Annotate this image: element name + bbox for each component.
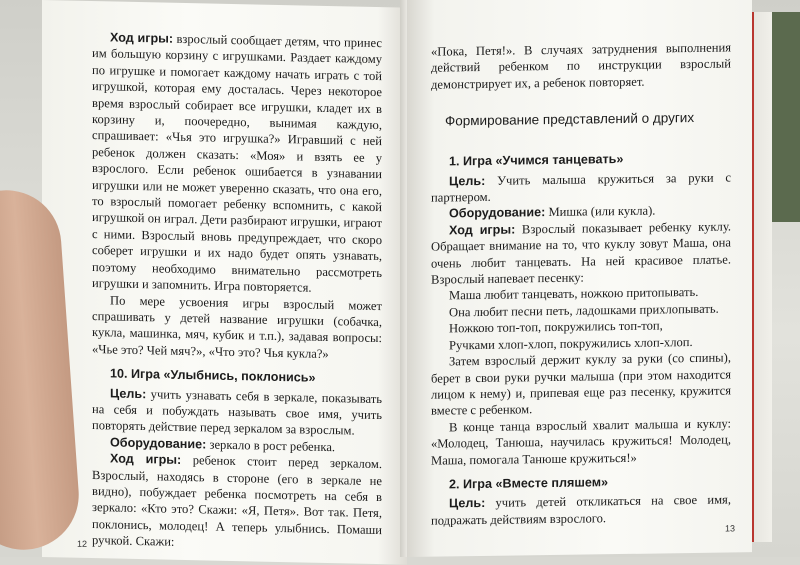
game-course-paragraph: [92, 29, 382, 298]
course-text: ребенок стоит перед зеркалом. Взрослый, находясь в стороне (его в зеркале не видно), побуждает ребенка посмотреть на себя в зеркало: «Кто это? Скажи: «Я, Петя». Вот так. Петя, поклонись, молодец! А теперь улыбнись. Помаши ручкой. Скажи:: [92, 453, 382, 549]
game-1-title: 1. Игра «Учимся танцевать»: [449, 152, 624, 169]
course-text: взрослый сообщает детям, что принес им большую корзину с игрушками. Раздает каждому по игрушке и помогает каждому начать играть с той игрушкой, которая ему досталась. Через некоторое время взрослый собирает все игрушки, кладет их в корзину и, поочередно, вынимая каждую, спрашивает: «Чья это игрушка?» Игравший с ней ребенок должен сказать: «Моя» и взять ее у взрослого. Если ребенок ошибается в узнавании игрушки или не может уверенно сказать, что она его, то взрослый помогает ребенку вспомнить, с какой игрушкой он играл. Дети разбирают игрушки, играют с ними. Взрослый вновь предупреждает, что скоро соберет игрушки и их надо будет опять узнавать, поэтому необходимо внимательно рассмотреть игрушки и запомнить. Игра повторяется.: [92, 31, 382, 295]
goal-text: учить детей откликаться на свое имя, подражать действиям взрослого.: [431, 492, 731, 528]
goal-label: Цель:: [449, 173, 486, 189]
equipment-label: Оборудование:: [110, 435, 207, 452]
song-line: Ножкою топ-топ, покружились топ-топ,: [449, 318, 663, 336]
section-title: Формирование представлений о других: [445, 110, 695, 129]
dance-paragraph: Затем взрослый держит куклу за руки (со спины), берет в свои руки ручки малыша (при этом находится лицом к нему) и, припевая еще раз песенку, кружится вместе с ребенком.: [431, 350, 731, 418]
praise-paragraph: В конце танца взрослый хвалит малыша и куклу: «Молодец, Танюша, научилась кружиться! Молодец, Маша, помогала Танюше кружиться!»: [431, 416, 731, 468]
goal-text: учить узнавать себя в зеркале, показывать на себя и побуждать называть свое имя, учить повторять действие перед зеркалом за взрослым.: [92, 386, 382, 438]
left-page-text: [92, 29, 382, 555]
goal-label: Цель:: [449, 496, 486, 511]
goal-paragraph: [431, 169, 731, 206]
course-label: Ход игры:: [110, 451, 182, 468]
course-label: Ход игры:: [110, 30, 174, 46]
game-2-title: 2. Игра «Вместе пляшем»: [449, 475, 609, 492]
song-line: Маша любит танцевать, ножкою притопывать.: [449, 285, 699, 303]
game-10-title: 10. Игра «Улыбнись, поклонись»: [110, 366, 316, 385]
course-text: Взрослый показывает ребенку куклу. Обращает внимание на то, что куклу зовут Маша, она очень любит танцевать. На ней красивое платье. Взрослый напевает песенку:: [431, 219, 731, 287]
course-label: Ход игры:: [449, 222, 516, 238]
goal-paragraph: [92, 385, 382, 440]
continuation-paragraph: «Пока, Петя!». В случаях затруднения выполнения действий ребенком по инструкции взрослый демонстрирует их, а ребенок повторяет.: [431, 40, 731, 92]
goal-paragraph: [431, 492, 731, 529]
right-page: [407, 0, 752, 557]
equipment-label: Оборудование:: [449, 205, 546, 221]
goal-text: Учить малыша кружиться за руки с партнером.: [431, 170, 731, 205]
left-page: [42, 0, 407, 565]
equipment-text: Мишка (или кукла).: [548, 203, 656, 220]
song-line: Она любит песни петь, ладошками прихлопывать.: [449, 301, 719, 320]
song-line: Ручками хлоп-хлоп, покружились хлоп-хлоп.: [449, 334, 693, 353]
equipment-text: зеркало в рост ребенка.: [209, 437, 336, 454]
background-book-edge: [752, 12, 772, 542]
goal-label: Цель:: [110, 385, 147, 401]
page-number: 12: [77, 538, 88, 549]
page-number: 13: [725, 523, 736, 534]
right-page-text: [431, 39, 731, 528]
variation-paragraph: По мере усвоения игры взрослый может спрашивать у детей название игрушки (собачка, кукла, машинка, мяч, кубик и т.п.), задавая вопросы: «Чье это? Чей мяч?», «Что это? Чья кукла?»: [92, 292, 382, 361]
game-course-paragraph: [431, 218, 731, 288]
game-10-course-paragraph: [92, 450, 382, 555]
